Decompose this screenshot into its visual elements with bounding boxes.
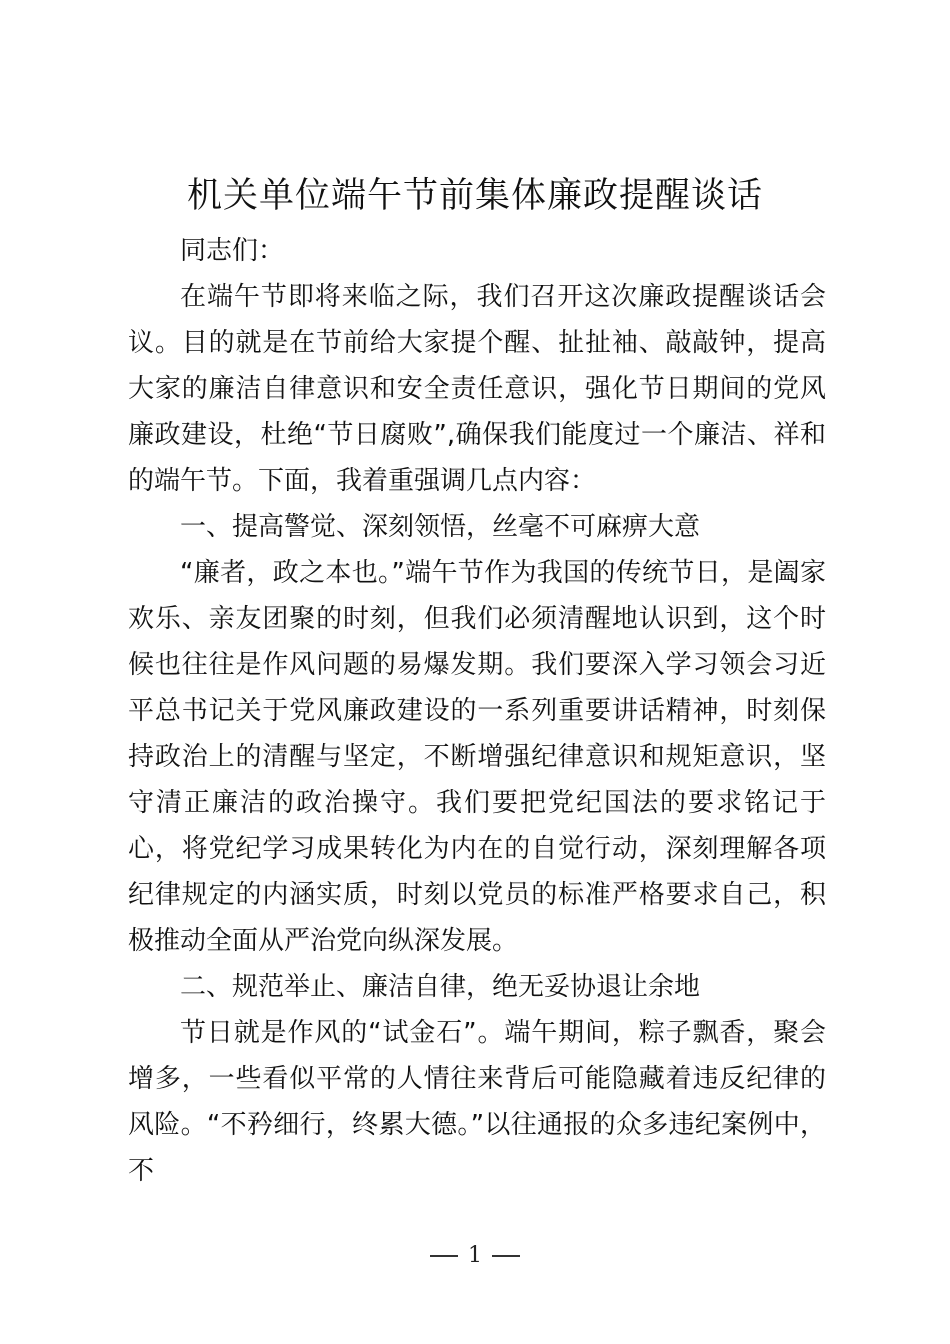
salutation-paragraph: 同志们：: [180, 236, 285, 266]
intro-paragraph: 在端午节即将来临之际，我们召开这次廉政提醒谈话会议。目的就是在节前给大家提个醒、扯扯袖、敲敲钟，提高大家的廉洁自律意识和安全责任意识，强化节日期间的党风廉政建设，杜绝“节日腐败”,确保我们能度过一个廉洁、祥和的端午节。下面，我着重强调几点内容：: [128, 282, 826, 496]
section-heading-2: 二、规范举止、廉洁自律，绝无妥协退让余地: [180, 972, 701, 1002]
page-number: 1: [468, 1243, 482, 1268]
section-1-paragraph: “廉者，政之本也。”端午节作为我国的传统节日，是阖家欢乐、亲友团聚的时刻，但我们必须清醒地认识到，这个时候也往往是作风问题的易爆发期。我们要深入学习领会习近平总书记关于党风廉政建设的一系列重要讲话精神，时刻保持政治上的清醒与坚定，不断增强纪律意识和规矩意识，坚守清正廉洁的政治操守。我们要把党纪国法的要求铭记于心，将党纪学习成果转化为内在的自觉行动，深刻理解各项纪律规定的内涵实质，时刻以党员的标准严格要求自己，积极推动全面从严治党向纵深发展。: [128, 558, 826, 956]
page-footer: [0, 1240, 950, 1272]
document-body: [128, 228, 826, 1194]
document-title: 机关单位端午节前集体廉政提醒谈话: [186, 176, 763, 216]
footer-dash-left: [430, 1255, 458, 1257]
section-2-paragraph: 节日就是作风的“试金石”。端午期间，粽子飘香，聚会增多，一些看似平常的人情往来背后可能隐藏着违反纪律的风险。“不矜细行，终累大德。”以往通报的众多违纪案例中，不: [128, 1018, 826, 1186]
footer-dash-right: [492, 1255, 520, 1257]
section-heading-1: 一、提高警觉、深刻领悟，丝毫不可麻痹大意: [180, 512, 701, 542]
